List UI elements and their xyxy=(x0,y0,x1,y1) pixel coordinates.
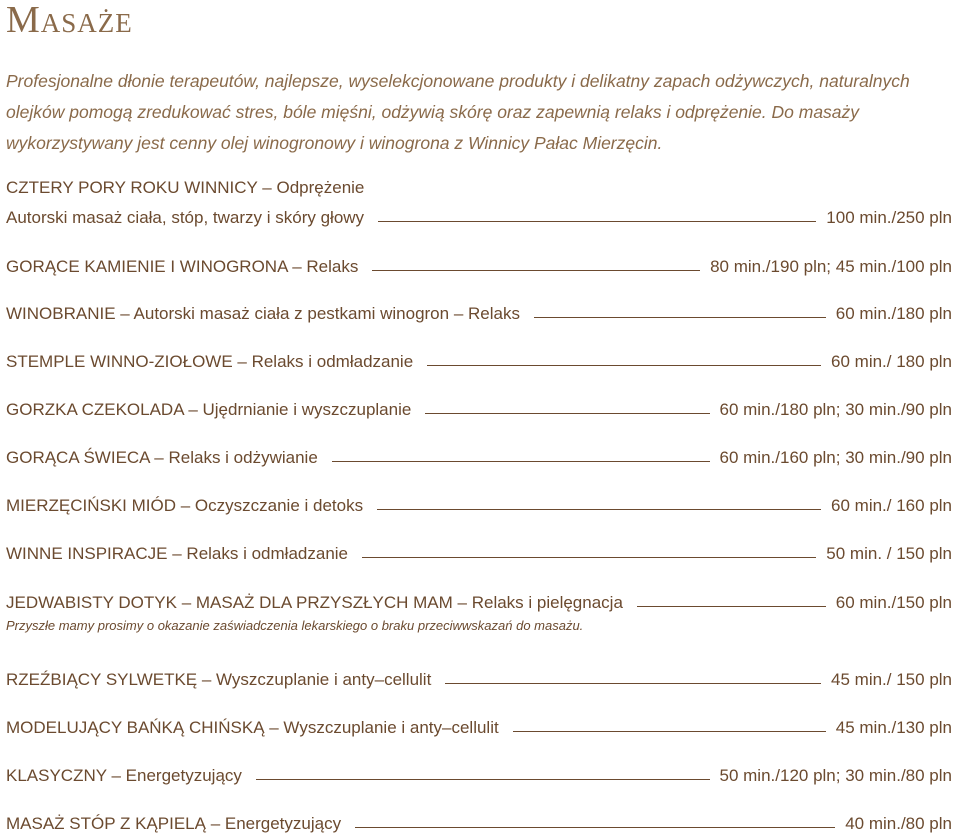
item-name: STEMPLE WINNO-ZIOŁOWE – Relaks i odmładzanie xyxy=(6,352,414,371)
item-name: KLASYCZNY – Energetyzujący xyxy=(6,766,242,785)
leader-line xyxy=(445,683,821,684)
menu-item xyxy=(6,300,952,324)
item-price: 100 min./250 pln xyxy=(826,208,952,227)
item-name: MIERZĘCIŃSKI MIÓD – Oczyszczanie i detoks xyxy=(6,496,364,515)
leader-line xyxy=(332,461,710,462)
leader-line xyxy=(377,509,821,510)
menu-item xyxy=(6,253,952,277)
item-name: GORZKA CZEKOLADA – Ujędrnianie i wyszczuplanie xyxy=(6,400,412,419)
item-name: Autorski masaż ciała, stóp, twarzy i skóry głowy xyxy=(6,208,365,227)
item-name: GORĄCE KAMIENIE I WINOGRONA – Relaks xyxy=(6,257,359,276)
leader-line xyxy=(372,270,700,271)
item-price: 50 min. / 150 pln xyxy=(826,544,952,563)
item-name: JEDWABISTY DOTYK – MASAŻ DLA PRZYSZŁYCH MAM – Relaks i pielęgnacja xyxy=(6,593,623,612)
leader-line xyxy=(355,827,835,828)
menu-item xyxy=(6,396,952,420)
leader-line xyxy=(534,317,826,318)
leader-line xyxy=(362,557,816,558)
item-price: 45 min./ 150 pln xyxy=(831,670,952,689)
leader-line xyxy=(378,221,816,222)
item-price: 60 min./150 pln xyxy=(835,593,952,612)
leader-line xyxy=(637,606,826,607)
item-price: 60 min./180 pln xyxy=(835,304,952,323)
page-title: Masaże xyxy=(6,0,133,41)
menu-item xyxy=(6,666,952,690)
menu-item xyxy=(6,810,952,834)
menu-item xyxy=(6,762,952,786)
menu-item xyxy=(6,348,952,372)
menu-item xyxy=(6,714,952,738)
item-price: 60 min./180 pln; 30 min./90 pln xyxy=(719,400,952,419)
menu-item xyxy=(6,540,952,564)
item-name: WINNE INSPIRACJE – Relaks i odmładzanie xyxy=(6,544,349,563)
item-price: 45 min./130 pln xyxy=(835,718,952,737)
leader-line xyxy=(427,365,821,366)
item-name: MASAŻ STÓP Z KĄPIELĄ – Energetyzujący xyxy=(6,814,342,833)
leader-line xyxy=(425,413,709,414)
item-name: GORĄCA ŚWIECA – Relaks i odżywianie xyxy=(6,448,318,467)
item-price: 60 min./ 160 pln xyxy=(831,496,952,515)
item-name: MODELUJĄCY BAŃKĄ CHIŃSKĄ – Wyszczuplanie i anty–cellulit xyxy=(6,718,499,737)
intro-text: Profesjonalne dłonie terapeutów, najlepsze, wyselekcjonowane produkty i delikatny zapach odżywczych, naturalnych olejków pomogą zredukować stres, bóle mięśni, odżywią skórę oraz zapewnią relaks i odprężenie. Do masaży wykorzystywany jest cenny olej winogronowy i winogrona z Winnicy Pałac Mierzęcin. xyxy=(6,71,910,153)
menu-item xyxy=(6,444,952,468)
menu-item xyxy=(6,492,952,516)
item-price: 80 min./190 pln; 45 min./100 pln xyxy=(710,257,952,276)
item-name: WINOBRANIE – Autorski masaż ciała z pestkami winogron – Relaks xyxy=(6,304,520,323)
item-price: 50 min./120 pln; 30 min./80 pln xyxy=(719,766,952,785)
item-price: 60 min./160 pln; 30 min./90 pln xyxy=(719,448,952,467)
item-header: CZTERY PORY ROKU WINNICY – Odprężenie xyxy=(6,178,365,197)
leader-line xyxy=(256,779,710,780)
item-price: 40 min./80 pln xyxy=(845,814,952,833)
leader-line xyxy=(513,731,826,732)
menu-item xyxy=(6,204,952,228)
item-price: 60 min./ 180 pln xyxy=(831,352,952,371)
item-name: RZEŹBIĄCY SYLWETKĘ – Wyszczuplanie i anty–cellulit xyxy=(6,670,432,689)
footnote: Przyszłe mamy prosimy o okazanie zaświadczenia lekarskiego o braku przeciwwskazań do masażu. xyxy=(6,618,584,633)
menu-item xyxy=(6,589,952,613)
